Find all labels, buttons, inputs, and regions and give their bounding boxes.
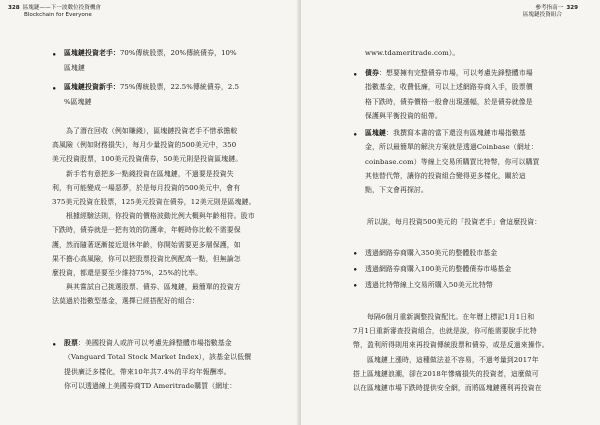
paragraph-line: 果不擔心高風險，你可以把股票投資比例配高一點，但無論怎 (52, 254, 241, 263)
list-item: 透過網路券商購入100美元的整體債券市場基金 (365, 265, 512, 273)
bullet-stocks-label: 股票 (64, 339, 78, 347)
bullet-veteran-line: 70%傳統股票，20%傳統債券，10% (119, 49, 237, 57)
bullet-bonds-line: 保護與平衡投資的紐帶。 (365, 111, 442, 120)
left-page (0, 0, 299, 425)
bullet-veteran-label: 區塊鏈投資老手： (64, 49, 120, 57)
bullet-blockchain-label: 區塊鏈 (365, 129, 386, 137)
bullet-bonds-line: 格下跌時，債券價格一般會出現漲幅，於是債券就像是 (365, 97, 533, 106)
paragraph-line: 7月1日重新審查投資組合，也就是說，你可能需要脫手比特 (353, 327, 537, 336)
right-header-subtitle: 區塊鏈投資組合 (522, 12, 562, 18)
bullet-blockchain-line: ：我撰寫本書的當下還沒有區塊鏈市場指數基 (385, 129, 526, 137)
paragraph-line: 以在區塊鏈市場下跌時提供安全網，而將區塊鏈獲利再投資在 (353, 384, 542, 393)
bullet-dot: • (52, 84, 57, 93)
left-running-header (8, 5, 101, 19)
paragraph-line: 為了潛在回收（例如賺錢），區塊鏈投資老手不惜承擔較 (66, 127, 238, 135)
right-running-header (523, 5, 578, 19)
bullet-bonds-line: 指數基金，收費低廉，可以上述網路券商入手，股票價 (365, 83, 533, 92)
left-body-paragraphs (52, 124, 284, 309)
bullet-blockchain (365, 126, 587, 197)
paragraph-line: 高風險（例如財務損失），每月少量投資的500美元中，350 (52, 141, 237, 150)
right-header-title: 參考指南一 (535, 5, 564, 11)
bullet-dot: • (353, 265, 358, 274)
bullet-veteran-line: 區塊鏈 (64, 63, 85, 72)
left-header-title: 區塊鏈——下一波數位投資機會 (22, 5, 102, 11)
bullet-bonds (365, 66, 587, 123)
paragraph-line: 375美元投資在股票，125美元投資在債券，12美元則是區塊鏈。 (52, 198, 256, 207)
bullet-dot: • (52, 340, 57, 349)
paragraph-line: 下跌時，債券就是一把有效的防護傘，年輕時你比較不需要保 (52, 226, 241, 235)
bullet-dot: • (353, 130, 358, 139)
bullet-stocks-line: 提供廣泛多樣化，帶來10年共7.4%的平均年報酬率。 (64, 367, 231, 376)
bullet-novice (64, 80, 284, 109)
right-page-number: 329 (566, 5, 578, 11)
bullet-dot: • (353, 249, 358, 258)
bullet-blockchain-line: 點，下文會再探討。 (365, 186, 428, 195)
bullet-bonds-label: 債券 (365, 69, 379, 77)
bullet-novice-label: 區塊鏈投資新手： (64, 83, 120, 91)
paragraph-line: 利，有可能變成一場惡夢，於是每月投資的500美元中，會有 (52, 183, 241, 192)
paragraph-line: 法莫過於指數型基金，選擇已經搭配好的組合： (52, 297, 199, 306)
paragraph-line: 每隔6個月重新調整投資配比。在年曆上標記1月1日和 (367, 313, 535, 321)
right-body-paragraphs (353, 310, 588, 395)
allocation-list (365, 245, 511, 293)
bullet-dot: • (353, 70, 358, 79)
summary-line: 所以說，每月投資500美元的「投資老手」會這麼投資： (367, 218, 542, 226)
paragraph-line: 與其嘗試自己挑選股票、債券、區塊鏈，最簡單的投資方 (66, 283, 241, 292)
paragraph-line: 麼投資，都還是要至少維持75%，25%的比率。 (52, 269, 203, 278)
paragraph-line: 新手若有意把多一點錢投資在區塊鏈，不過要是投資失 (66, 169, 234, 178)
bullet-novice-line: 75%傳統股票，22.5%傳統債券，2.5 (119, 83, 240, 91)
paragraph-line: 搭上區塊鏈浪潮，卻在2018年慘痛損失的投資者，這麼做可 (353, 369, 539, 378)
bullet-novice-line: %區塊鏈 (64, 97, 92, 106)
bullet-veteran (64, 46, 284, 75)
bullet-dot: • (353, 281, 358, 290)
bullet-blockchain-line: coinbase.com）等線上交易所購買比特幣，你可以購買 (365, 157, 540, 166)
bullet-stocks-line: （Vanguard Total Stock Market Index），該基金以低價 (64, 353, 252, 362)
bullet-stocks-line: 你可以透過線上美國券商TD Ameritrade購買（網址： (64, 382, 237, 391)
left-header-subtitle: Blockchain for Everyone (24, 12, 92, 18)
list-item: 透過網路券商購入350美元的整體股市基金 (365, 249, 498, 257)
bullet-blockchain-line: 金，所以最簡單的解決方案就是透過Coinbase（網址： (365, 143, 538, 152)
url-line: www.tdameritrade.com）。 (365, 49, 460, 57)
paragraph-line: 護，然而隨著逐漸接近退休年齡，你開始需要更多層保護，如 (52, 240, 241, 249)
paragraph-line: 幣，盈利所得則用來再投資傳統股票和債券，或是反過來操作。 (353, 341, 549, 350)
right-page (301, 0, 600, 425)
paragraph-line: 美元投資股票，100美元投資債券，50美元則是投資區塊鏈。 (52, 155, 243, 164)
bullet-stocks-line: ：美國投資人或許可以考慮先鋒整體市場指數基金 (77, 339, 232, 347)
paragraph-line: 根據經驗法則，你投資的價格波動比例大概與年齡相符。股市 (66, 212, 255, 221)
list-item: 透過比特幣線上交易所購入50美元比特幣 (365, 281, 493, 289)
left-page-number: 328 (8, 5, 20, 11)
bullet-blockchain-line: 其他替代幣，讓你的投資組合變得更多樣化，關於這 (365, 171, 526, 180)
bullet-dot: • (52, 50, 57, 59)
paragraph-line: 區塊鏈上漲時，這種做法並不容易，不過考量到2017年 (367, 355, 539, 364)
bullet-stocks (64, 336, 286, 394)
bullet-bonds-line: ：想要擁有完整債券市場，可以考慮先鋒整體市場 (378, 69, 533, 77)
